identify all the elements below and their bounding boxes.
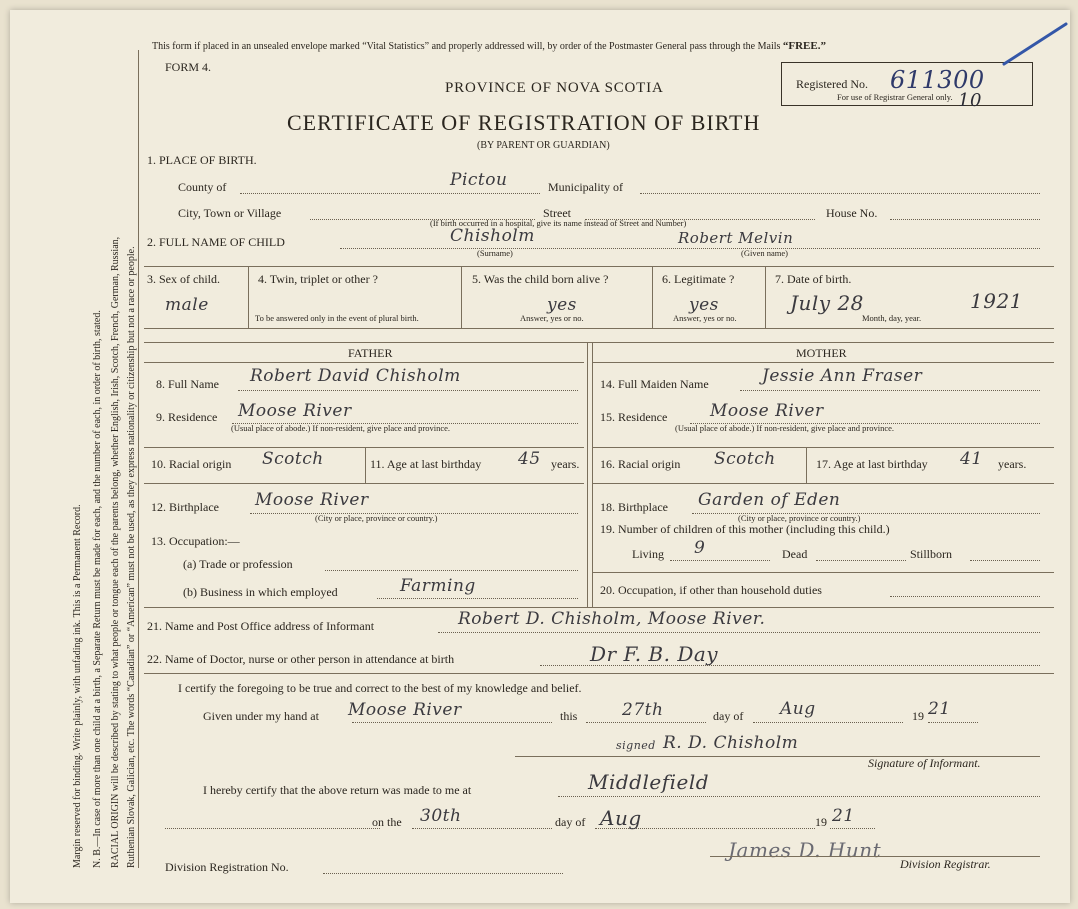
given-year-prefix: 19 [912, 709, 924, 723]
father-residence-label: 9. Residence [156, 410, 218, 424]
father-age-value: 45 [518, 449, 541, 469]
row3-divider-2 [461, 266, 462, 328]
date-note: Month, day, year. [862, 313, 922, 323]
father-age-label: 11. Age at last birthday [370, 457, 482, 471]
signed-prefix: signed [616, 739, 656, 752]
child-name-line [340, 248, 1040, 249]
row3-bottom-rule [144, 328, 1054, 329]
informant-top-rule [144, 607, 1054, 608]
father-trade-line [325, 570, 578, 571]
registered-value: 611300 [890, 66, 985, 94]
registrar-day-value: 30th [420, 806, 462, 826]
occupation20-top [592, 572, 1054, 573]
mother-residence-value: Moose River [710, 401, 824, 421]
stillborn-label: Stillborn [910, 547, 953, 561]
mother-race-label: 16. Racial origin [600, 457, 681, 471]
registrar-statement: I hereby certify that the above return was made to me at [203, 783, 472, 797]
mother-name-value: Jessie Ann Fraser [762, 366, 923, 386]
father-race-bottom [144, 483, 584, 484]
doctor-label: 22. Name of Doctor, nurse or other person in attendance at birth [147, 652, 455, 666]
father-trade-label: (a) Trade or profession [183, 557, 293, 571]
certificate-sheet [10, 10, 1070, 903]
blue-pencil-mark [1000, 20, 1070, 70]
row3-divider-4 [765, 266, 766, 328]
mother-race-bottom [592, 483, 1054, 484]
certificate-title: CERTIFICATE OF REGISTRATION OF BIRTH [287, 110, 761, 135]
margin-note-multiple-births: N. B.—In case of more than one child at a birth, a Separate Return must be made for each, and the number of each, in order of birth, stated. [92, 310, 103, 868]
parents-divider-2 [592, 342, 593, 607]
legitimate-note: Answer, yes or no. [673, 313, 737, 323]
registrar-year-line [830, 828, 875, 829]
mother-birthplace-label: 18. Birthplace [600, 500, 668, 514]
certify-top-rule [144, 673, 1054, 674]
sex-value: male [165, 295, 209, 315]
dead-label: Dead [782, 547, 808, 561]
division-registrar-signature: James D. Hunt [728, 838, 882, 862]
margin-note-racial-origin: RACIAL ORIGIN will be described by stating to what people or tongue each of the parents belong, whether English, Irish, Scotch, French, German, Russian, [110, 236, 121, 868]
father-name-label: 8. Full Name [156, 377, 219, 391]
given-month-line [753, 722, 903, 723]
mother-race-divider [806, 447, 807, 483]
child-given-value: Robert Melvin [678, 229, 794, 247]
father-race-value: Scotch [262, 449, 324, 469]
certify-statement: I certify the foregoing to be true and correct to the best of my knowledge and belief. [178, 681, 582, 695]
parents-top-rule [144, 342, 1054, 343]
division-registrar-caption: Division Registrar. [900, 857, 991, 871]
date-label: 7. Date of birth. [775, 272, 852, 286]
child-surname-note: (Surname) [477, 248, 513, 258]
registrar-leading-line [165, 828, 380, 829]
registrar-day-of-label: day of [555, 815, 586, 829]
mother-name-label: 14. Full Maiden Name [600, 377, 709, 391]
alive-value: yes [547, 295, 577, 315]
registrar-place-value: Middlefield [588, 770, 710, 794]
registrar-year-prefix: 19 [815, 815, 827, 829]
informant-signature-caption: Signature of Informant. [868, 756, 981, 770]
registrar-place-line [558, 796, 1040, 797]
margin-note-nationality: Ruthenian Slovak, Galician, etc. The words “Canadian” or “American” must not be used, as they express nationality or citizenship but not a race or people. [126, 246, 137, 868]
margin-rule [138, 50, 139, 868]
place-section-label: 1. PLACE OF BIRTH. [147, 153, 257, 167]
mail-notice-free: “FREE.” [782, 40, 826, 52]
province-heading: PROVINCE OF NOVA SCOTIA [445, 80, 664, 96]
father-residence-note: (Usual place of abode.) If non-resident, give place and province. [231, 423, 451, 433]
registrar-month-value: Aug [600, 806, 642, 830]
given-this-label: this [560, 709, 578, 723]
year-value: 1921 [970, 289, 1023, 313]
house-label: House No. [826, 206, 878, 220]
given-month-value: Aug [780, 699, 816, 719]
living-value: 9 [694, 538, 706, 558]
mother-age-value: 41 [960, 449, 983, 469]
father-birthplace-label: 12. Birthplace [151, 500, 219, 514]
parents-divider [587, 342, 588, 607]
registrar-on-the-label: on the [372, 815, 402, 829]
mother-name-line [740, 390, 1040, 391]
mother-residence-label: 15. Residence [600, 410, 668, 424]
registrar-note: For use of Registrar General only. [837, 92, 953, 102]
legitimate-value: yes [689, 295, 719, 315]
father-heading-rule [144, 362, 584, 363]
given-place-value: Moose River [348, 700, 462, 720]
house-line [890, 219, 1040, 220]
given-year-line [928, 722, 978, 723]
municipality-line [640, 193, 1040, 194]
registrar-year-value: 21 [832, 806, 855, 826]
alive-note: Answer, yes or no. [520, 313, 584, 323]
informant-signature: R. D. Chisholm [663, 733, 799, 753]
child-given-note: (Given name) [741, 248, 788, 258]
father-birthplace-note: (City or place, province or country.) [315, 513, 438, 523]
informant-label: 21. Name and Post Office address of Informant [147, 619, 375, 633]
margin-note-binding: Margin reserved for binding. Write plainly, with unfading ink. This is a Permanent Record. [72, 504, 83, 868]
father-heading: FATHER [348, 346, 393, 360]
city-label: City, Town or Village [178, 206, 282, 220]
registrar-mark: 10 [958, 90, 982, 111]
legitimate-label: 6. Legitimate ? [662, 272, 735, 286]
father-business-line [377, 598, 578, 599]
dead-line [816, 560, 906, 561]
child-surname-value: Chisholm [450, 226, 535, 246]
father-business-label: (b) Business in which employed [183, 585, 338, 599]
county-value: Pictou [450, 170, 508, 190]
row3-divider-3 [652, 266, 653, 328]
municipality-label: Municipality of [548, 180, 623, 194]
twin-note: To be answered only in the event of plural birth. [255, 313, 419, 323]
division-registration-line [323, 873, 563, 874]
mother-occupation-line [890, 596, 1040, 597]
row3-divider-1 [248, 266, 249, 328]
father-occupation-label: 13. Occupation:— [151, 534, 240, 548]
mother-race-top [592, 447, 1054, 448]
registered-number-box [781, 62, 1033, 106]
mother-birthplace-value: Garden of Eden [698, 490, 841, 510]
informant-value: Robert D. Chisholm, Moose River. [458, 609, 766, 629]
sex-label: 3. Sex of child. [147, 272, 220, 286]
father-race-divider [365, 447, 366, 483]
informant-line [438, 632, 1040, 633]
mother-race-value: Scotch [714, 449, 776, 469]
registered-label: Registered No. [796, 77, 868, 91]
county-label: County of [178, 180, 227, 194]
father-name-value: Robert David Chisholm [250, 366, 461, 386]
living-label: Living [632, 547, 664, 561]
street-note: (If birth occurred in a hospital, give its name instead of Street and Number) [430, 218, 687, 228]
child-name-label: 2. FULL NAME OF CHILD [147, 235, 285, 249]
mother-heading: MOTHER [796, 346, 847, 360]
mother-birthplace-note: (City or place, province or country.) [738, 513, 861, 523]
division-registration-label: Division Registration No. [165, 860, 289, 874]
given-day-line [586, 722, 706, 723]
father-business-value: Farming [400, 576, 476, 596]
given-label: Given under my hand at [203, 709, 319, 723]
father-residence-value: Moose River [238, 401, 352, 421]
mother-heading-rule [592, 362, 1054, 363]
row3-top-rule [144, 266, 1054, 267]
father-birthplace-value: Moose River [255, 490, 369, 510]
date-value: July 28 [790, 291, 864, 315]
given-place-line [352, 722, 552, 723]
given-day-of-label: day of [713, 709, 744, 723]
doctor-value: Dr F. B. Day [590, 642, 719, 666]
certificate-subtitle: (BY PARENT OR GUARDIAN) [477, 140, 610, 151]
father-name-line [238, 390, 578, 391]
mother-occupation-label: 20. Occupation, if other than household duties [600, 583, 822, 597]
stillborn-line [970, 560, 1040, 561]
father-years: years. [551, 457, 580, 471]
mail-notice [152, 40, 826, 52]
father-race-label: 10. Racial origin [151, 457, 232, 471]
registrar-day-line [412, 828, 552, 829]
mother-years: years. [998, 457, 1027, 471]
living-line [670, 560, 770, 561]
county-line [240, 193, 540, 194]
given-year-value: 21 [928, 699, 951, 719]
father-race-top [144, 447, 584, 448]
given-day-value: 27th [622, 700, 664, 720]
street-label: Street [543, 206, 571, 220]
twin-label: 4. Twin, triplet or other ? [258, 272, 378, 286]
mail-notice-text: This form if placed in an unsealed envelope marked “Vital Statistics” and properly addressed will, by order of the Postmaster General pass through the Mails [152, 41, 781, 52]
alive-label: 5. Was the child born alive ? [472, 272, 609, 286]
mother-age-label: 17. Age at last birthday [816, 457, 928, 471]
form-number: FORM 4. [165, 60, 212, 74]
mother-children-label: 19. Number of children of this mother (including this child.) [600, 522, 890, 536]
mother-residence-note: (Usual place of abode.) If non-resident, give place and province. [675, 423, 895, 433]
